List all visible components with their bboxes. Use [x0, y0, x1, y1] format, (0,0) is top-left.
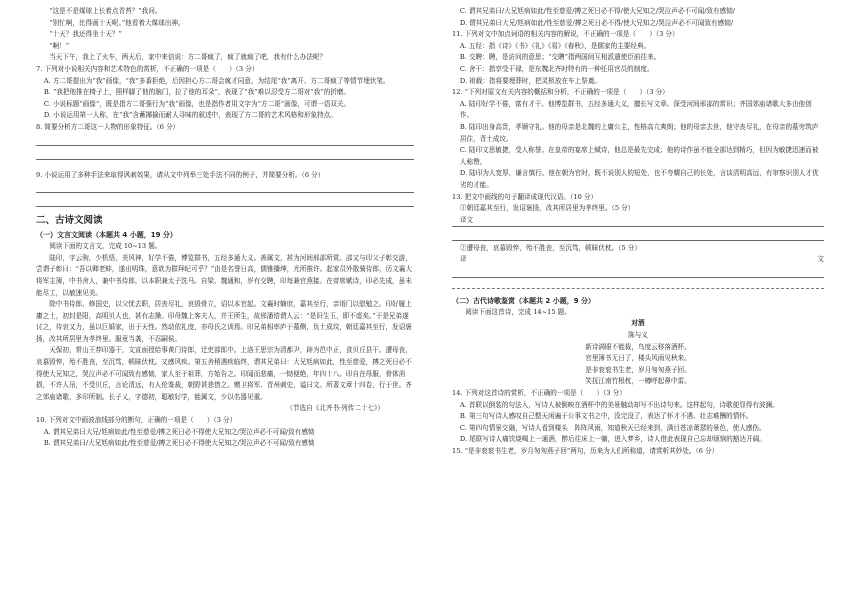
- poem-title: 对酒: [631, 319, 645, 328]
- subsection-title: （二）古代诗歌鉴赏（本题共 2 小题，9 分）: [452, 296, 596, 305]
- question-12-option-c: C. 陆印文思敏捷，受人称誉。在皇帝的宴席上赋诗，他总是最先完成；他的诗作虽不能全部达到精巧，但因为敏捷迅速而被人称赞。: [459, 146, 819, 166]
- answer-line[interactable]: [452, 266, 824, 278]
- story-ending: 当天下午，我上了火车，两天后，家中来信说：方二哥疯了，疯了就疯了吧，我有什么办法呢？: [49, 53, 327, 62]
- poem-line: 笑抚江南竹根枕，一樽呼起鼻中雷。: [585, 377, 691, 386]
- translation-line-2[interactable]: [452, 254, 824, 266]
- question-10-option-d: D. 谓其兄弟曰大兄/尪病如此/性至慈爱/搏之死日必不得/使大兄知之/哭泣声必不可闻致有感恸/: [459, 18, 734, 27]
- passage-source: （节选自《北齐书·列传二十七》）: [286, 404, 384, 413]
- translation-label: 译文: [459, 215, 474, 224]
- question-14-option-d: D. 尾联写诗人痛饮烧喝上一通酒，醉后往床上一躺，进入梦乡，诗人借此表现自己忘却烦恼的豁达开阔。: [459, 435, 766, 444]
- question-14-option-a: A. 首联以倒装的句法入，写诗人被倒映在酒杯中的美景触动却写不出诗句来。这样起句，诗歌便显得有波澜。: [459, 400, 779, 409]
- question-12-option-a: A. 陆印好学不倦，富有才干。他博览群书，五经多通大义，擅长写文章。深受河间邢邵的赏识；齐国郊庙诸歌大多由他创作。: [459, 99, 812, 120]
- question-7-option-b: B. “我把他推在椅子上，照样脚了他的脑门，拉了他的耳朵”，表现了“我”难以忍受方二哥对“我”的折磨。: [43, 88, 351, 97]
- dialogue-line: “啊！”: [49, 41, 70, 50]
- translation-label-right: 文: [817, 255, 824, 264]
- dialogue-line: “十天？我还得坐十天？”: [49, 30, 122, 39]
- question-12-option-d: D. 陆印为人宽厚，谦言慎行。他在朝为官时，既不说别人的短处，也不夸耀自己的长处，言谈清明高远，有审察识别人才优劣的才能。: [459, 169, 819, 189]
- question-8: 8. 简要分析方二哥这一人物的形象特征。（6 分）: [36, 122, 180, 131]
- classical-passage-paragraph: 除中书侍郎，修国史，以父忧去职，居丧尽礼，哀毁骨立，诏以本官起。文襄时嫡庶，嘉其至行，亲诣门以慰勉之。印好履上庸之士，初封是阳，高明贝人也，甚有志操。印母魏上客夫人，并王所生，故邢潘谘谓人云：“是旧生玉，即不虚矣。”于是兄弟遂讨之，待哀又力，虽以巨婚家，出于天性。然动依礼度，亦母氏之训焉。印兄弟相率庐于墓侧，负土成坟，朝廷嘉其至行，发诏褒扬，改其所居里为孝终里。服竟当袭，不忍嗣侯。: [36, 300, 412, 343]
- question-10-option-c: C. 谓其兄弟曰/大兄尪病如此/性至慈爱/搏之死日必不得/使大兄知之/哭泣声必不可闻/致有感恸/: [459, 7, 736, 15]
- question-10-option-a: A. 谓其兄弟曰大兄/尪病如此/性至慈爱/搏之死日必不得使大兄知之/哭泣声必不可闻/致有感恸: [43, 427, 315, 436]
- question-12-option-b: B. 陆印出身高贵，孝顺守礼。他的母亲是北魏的上庸公主，性格高亢爽朗；他的母亲去世，他守丧尽礼，在母亲的墓旁筑庐居住，背土成坟。: [459, 122, 819, 143]
- question-7-option-a: A. 方二哥提出为“我”画像，“我”多番拒绝，后因担心方二哥会疯才同意，为结尾“我”离开、方二哥疯了等情节埋伏笔。: [43, 76, 390, 85]
- question-9: 9. 小说运用了多种手法来取得讽刺效果，请从文中列举三处手法不同的例子，并简要分析。（6 分）: [36, 170, 325, 179]
- section-title: 二、古诗文阅读: [36, 215, 103, 227]
- section-divider: [452, 288, 824, 289]
- question-10-stem: 10. 下列对文中画波浪线部分的断句，正确的一项是（ ）（3 分）: [36, 416, 237, 425]
- translation-label-left: 译: [459, 255, 467, 264]
- question-11-option-c: C. 舍干：指享受干禄，是东魏北齐时特有的一种任用官员的制度。: [459, 64, 654, 73]
- question-14-stem: 14. 下列对这首诗的赏析，不正确的一项是（ ）（3 分）: [452, 389, 626, 398]
- question-11-option-d: D. 祖载：指将要埋葬时，把灵柩放在车上祭奠。: [459, 76, 602, 85]
- reading-intro: 阅读下面的文言文，完成 10~13 题。: [49, 242, 162, 251]
- poem-line: 是非衮衮书生老，岁月匆匆燕子回。: [585, 365, 691, 374]
- question-11-option-a: A. 五经：指《诗》《书》《礼》《易》《春秋》，是儒家的主要经典。: [459, 41, 651, 50]
- question-12-stem: 12. “下列对原文有关内容的概括和分析，不正确的一项是（ ）（3 分）: [452, 88, 669, 97]
- subsection-title: （一）文言文阅读（本题共 4 小题，19 分）: [36, 231, 177, 240]
- right-column: [452, 6, 824, 458]
- poem-line: 新诗满眼不能裁，鸟度云移落酒杯。: [585, 342, 691, 351]
- classical-passage-paragraph: 陆印，字云驹，少机悟，美风神，好学不倦，博览群书，五经多通大义。善属文，甚为河间邢邵所赏。邵又与印父子彰交游，尝谓子彰曰：“吾以卿老蚌，遂出明珠，意欲为群拜纪可乎？”由是名誉日高，儒雅播绅，尤所推许。起家员外散骑侍郎，历文襄大将军主簿，中书舍人，兼中书侍郎，以本职兼太子洗马。自梁、魏通和，岁有交聘，印每兼官燕接。在帝席赋诗，印必先成，虽未能尽工，以敏速见美。: [36, 253, 412, 297]
- answer-line[interactable]: [36, 134, 414, 146]
- question-7-option-d: D. 小说运用第一人称，在“我”含蓄揶揄而耐人寻味的叙述中，表现了方二哥的艺术风格和形象特点。: [43, 111, 337, 120]
- question-7-option-c: C. 小说标题“画像”，既是指方二哥强行为“我”画像，也是指作者用文字为“方二哥”画像，可谓一语双关。: [43, 99, 351, 108]
- translation-line-1[interactable]: [452, 215, 824, 227]
- dialogue-line: “这是不是煤球上长着点青苔？”我问。: [49, 7, 162, 15]
- poem-intro: 阅读下面这首诗，完成 14~15 题。: [465, 307, 571, 316]
- answer-line[interactable]: [36, 148, 414, 160]
- question-14-option-c: C. 第四句情景交融，写诗人看到楼头 阵阵风雨，知道秋天已经来到，满目苍凉萧瑟的景色，使人感伤。: [459, 423, 766, 432]
- question-7-stem: 7. 下列对小说相关内容和艺术特色的赏析，不正确的一项是（ ）（3 分）: [36, 64, 259, 73]
- answer-line[interactable]: [36, 195, 414, 207]
- question-13-stem: 13. 把文中画线的句子翻译成现代汉语。（10 分）: [452, 192, 598, 201]
- left-column: [36, 6, 414, 450]
- classical-passage-paragraph: 天保初，常山王荐印器干，文宣面授给事黄门侍郎，迁吏部郎中。上洛王思宗为清都尹，辟为邑中正，食贝丘县干。遭母丧，哀慕毁悴，殆不胜丧，至沉笃，顿昧伏枕。又感风疾。第五舍稍遇疾临终，谓其兄弟曰：大兄尪病如此，性至慈爱，搏之死日必不得使大兄知之，哭泣声必不可闻致有感恸，家人至于祖葬，方始告之。印闻而悲痛，一恸便绝，年四十八。印自在母服，骨体消损，不许人吊，不受贝丘，言论清远，有人伦鉴裁，朝野甚悲惜之。赠卫将军、青州刺史，谥曰文。所著文章十四卷，行于世。齐之郊庙诸歌，多印所制。长子乂，字德初，聪敏好学，能属文，少以名器见重。: [36, 346, 412, 401]
- poem-author: 陈与义: [628, 331, 648, 340]
- poem-line: 官里簿书无日了，楼头风雨见秋来。: [585, 354, 691, 363]
- question-15: 15. “是非衮衮书生老，岁月匆匆燕子回”两句，历来为人们所称道，请赏析其妙处。（6 分）: [452, 447, 719, 455]
- dialogue-line: “别忙啊，比得画十天呢。”他看着大煤球出神。: [49, 18, 185, 27]
- question-13-sentence-1: ①朝廷嘉其至行，发诏褒扬，改其所居里为孝终里。（5 分）: [459, 204, 635, 213]
- question-11-option-b: B. 交聘：聘，是访问的意思；“交聘”指两国间互相派遣使臣前往来。: [459, 53, 661, 62]
- question-10-option-b: B. 谓其兄弟曰/大兄尪病如此/性至慈爱/搏之死日必不得使大兄知之/哭泣声必不可闻/致有感恸: [43, 439, 315, 448]
- question-11-stem: 11. 下列对文中加点词语的相关内容的解说，不正确的一项是（ ）（3 分）: [452, 30, 679, 39]
- question-14-option-b: B. 第三句写诗人感叹自己整天闲遍于公事文书之中，没完没了，表达了怀才不遇、壮志难酬的情怀。: [459, 412, 753, 421]
- question-13-sentence-2: ②遭母丧，哀慕毁悴，殆不胜丧，至沉笃，顿昧伏枕。（5 分）: [459, 243, 641, 252]
- answer-line[interactable]: [452, 229, 824, 241]
- answer-line[interactable]: [36, 181, 414, 193]
